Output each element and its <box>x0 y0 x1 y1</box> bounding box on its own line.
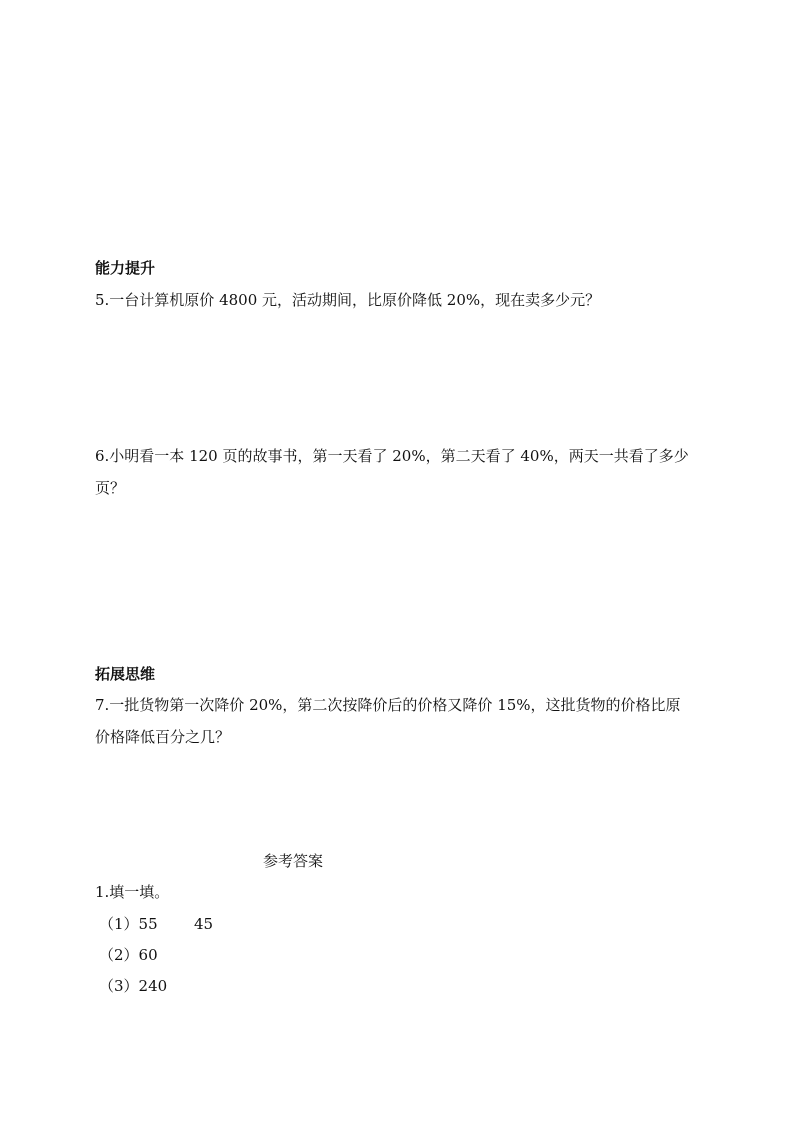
answer-1-3: （3）240 <box>99 977 168 995</box>
question-5: 5.一台计算机原价 4800 元，活动期间，比原价降低 20%，现在卖多少元？ <box>95 291 601 309</box>
question-7-line-1: 7.一批货物第一次降价 20%，第二次按降价后的价格又降价 15%，这批货物的价格比原 <box>95 696 681 714</box>
question-6-line-1: 6.小明看一本 120 页的故事书，第一天看了 20%，第二天看了 40%，两天一共看了多少 <box>95 447 689 465</box>
question-7-line-2: 价格降低百分之几？ <box>95 728 231 746</box>
answer-1-1-first: （1）55 <box>99 915 158 933</box>
answer-1-1 <box>99 914 214 934</box>
section-heading-extension: 拓展思维 <box>95 665 156 683</box>
answer-1-title: 1.填一填。 <box>95 883 170 901</box>
section-heading-ability: 能力提升 <box>95 259 156 277</box>
answer-1-2: （2）60 <box>99 946 158 964</box>
question-6-line-2: 页？ <box>95 479 126 497</box>
answers-title: 参考答案 <box>263 852 324 870</box>
answer-1-1-second: 45 <box>194 915 214 933</box>
